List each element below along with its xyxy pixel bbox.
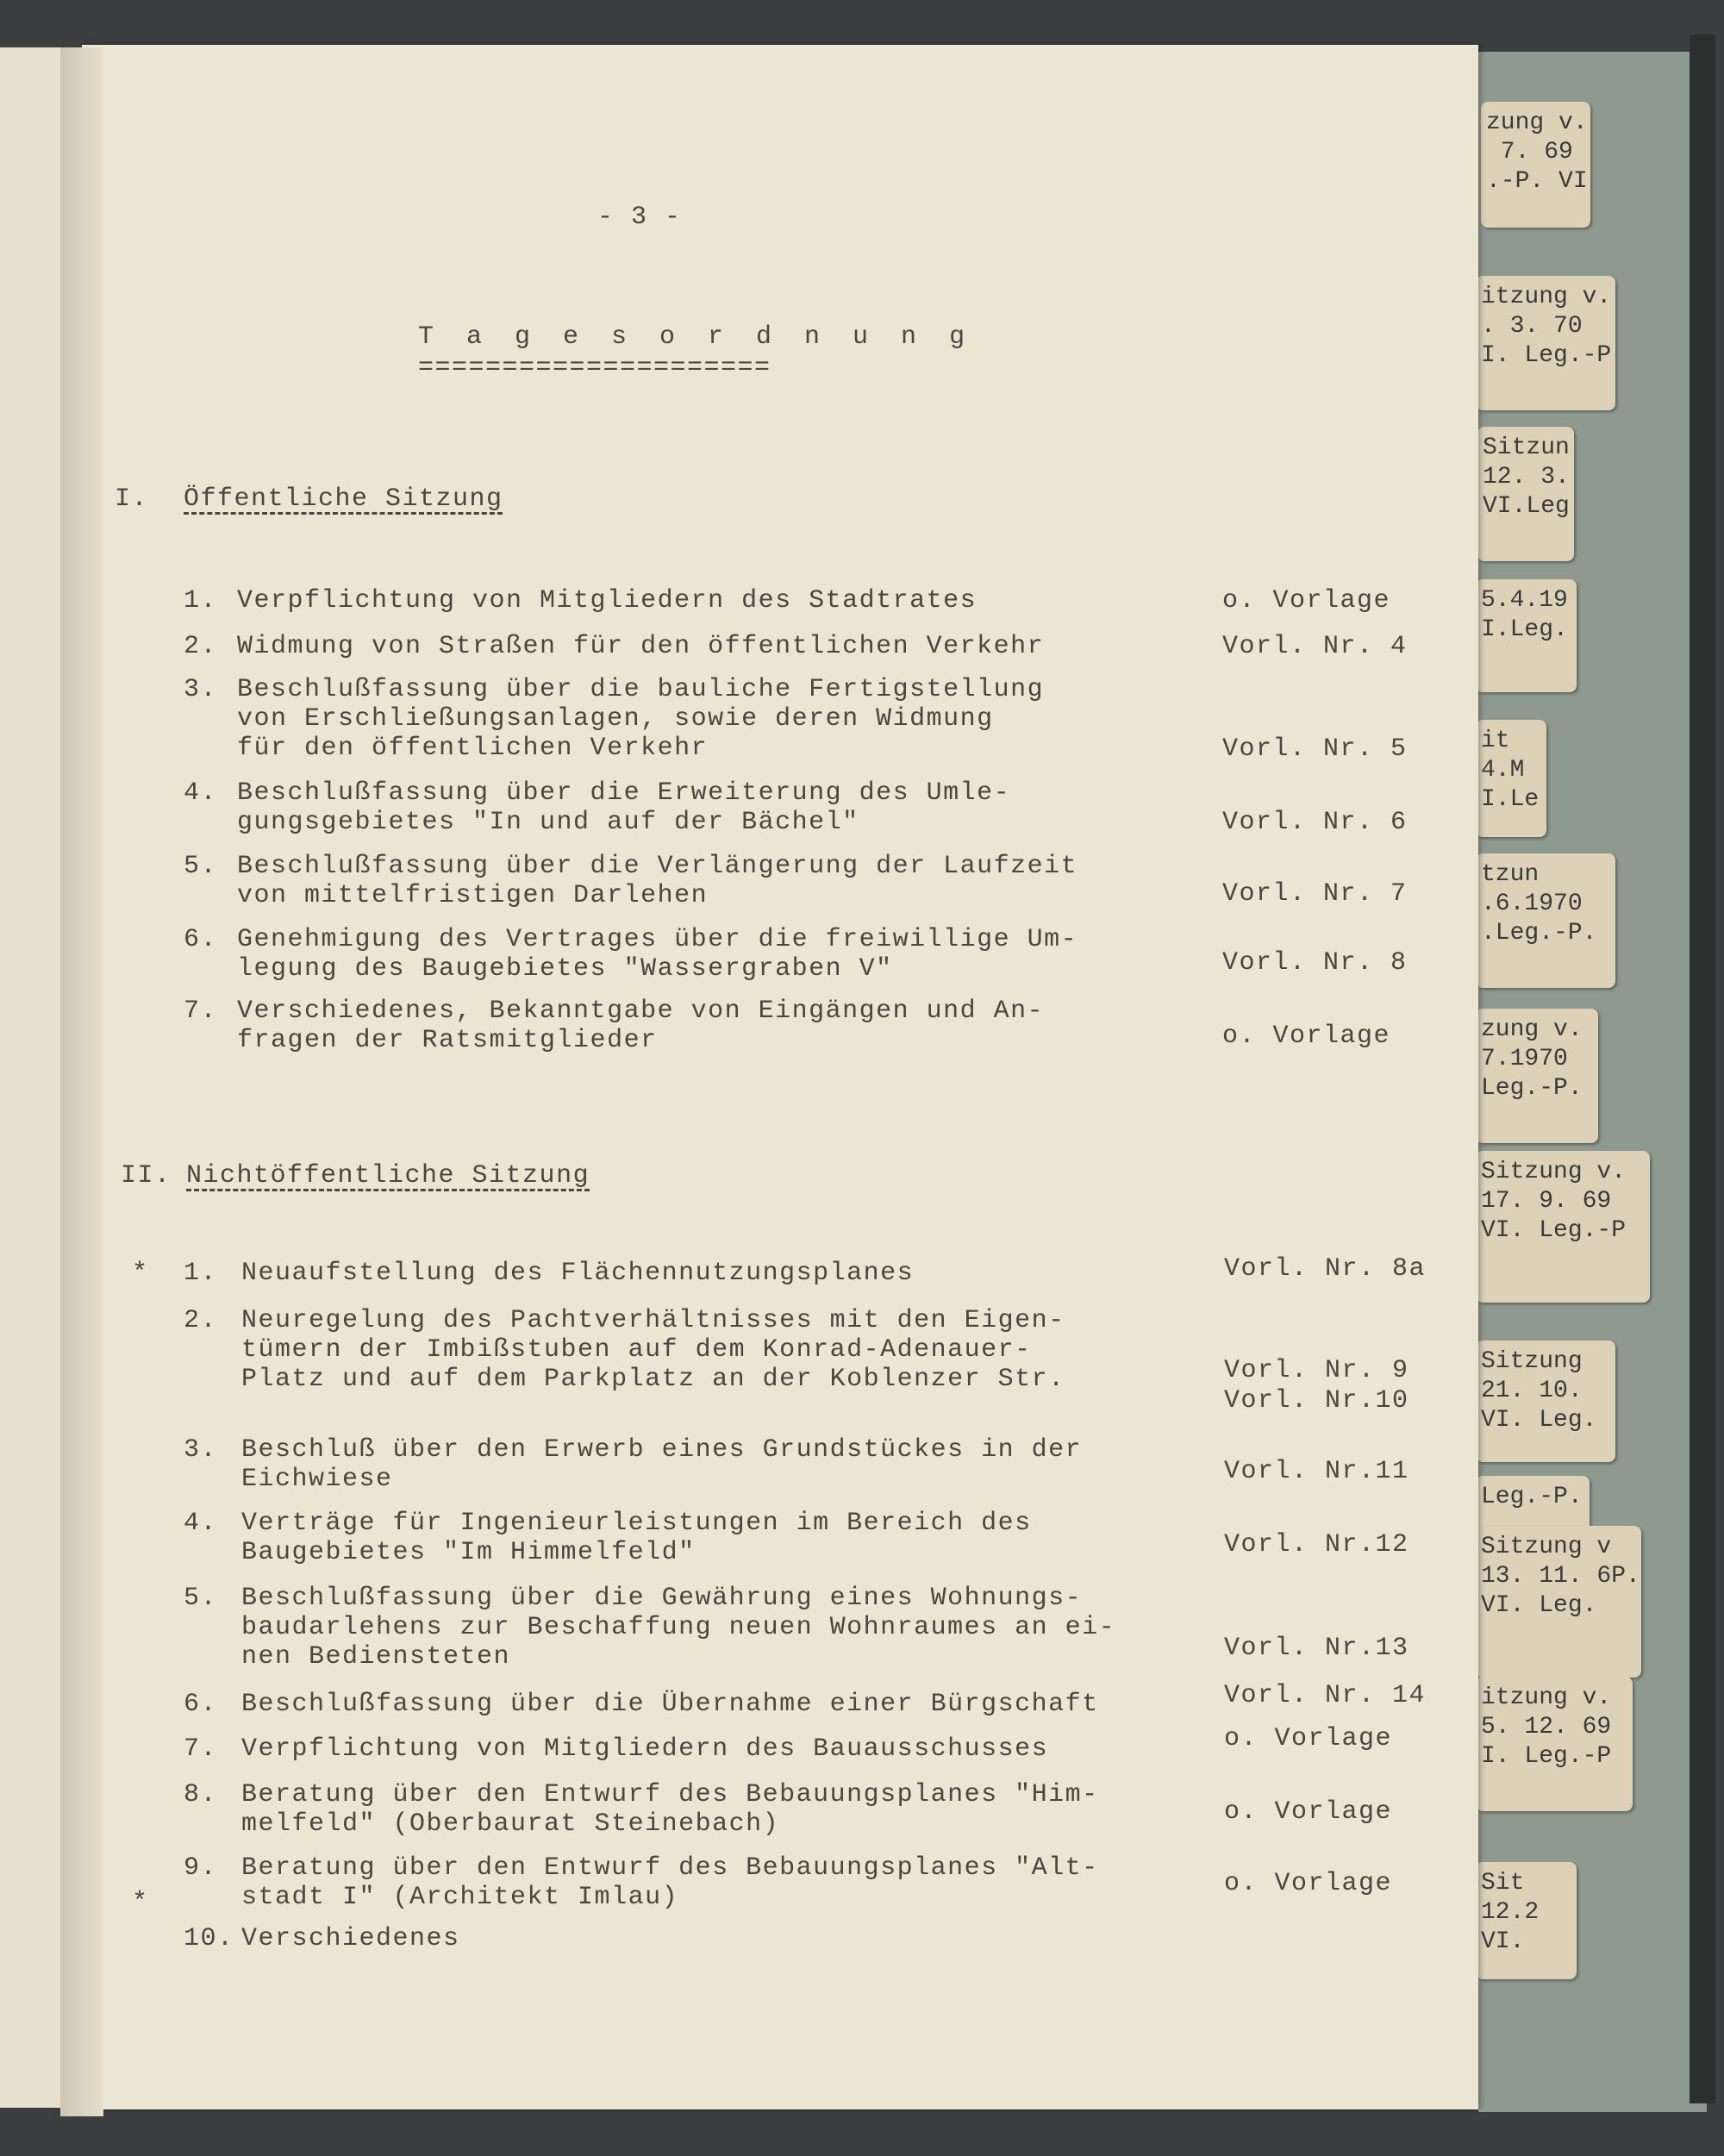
agenda-item-text: Platz und auf dem Parkplatz an der Koblenzer Str.: [241, 1365, 1065, 1394]
asterisk-mark: *: [132, 1259, 149, 1288]
agenda-item-reference: Vorl. Nr. 4: [1222, 632, 1408, 661]
agenda-item-reference: Vorl. Nr.11: [1224, 1457, 1409, 1486]
agenda-item-reference: Vorl. Nr. 8: [1222, 948, 1408, 978]
binder-spine: [1690, 34, 1715, 2103]
agenda-item-number: 4.: [184, 1509, 218, 1538]
agenda-item-text: Beschluß über den Erwerb eines Grundstückes in der: [241, 1435, 1083, 1465]
agenda-item-text: Verschiedenes, Bekanntgabe von Eingängen und An-: [237, 997, 1045, 1026]
agenda-item-text: melfeld" (Oberbaurat Steinebach): [241, 1809, 780, 1839]
agenda-item-reference: Vorl. Nr.13: [1224, 1634, 1409, 1663]
agenda-item-reference: Vorl. Nr.12: [1224, 1530, 1409, 1559]
agenda-item-text: nen Bediensteten: [241, 1642, 511, 1672]
agenda-item-number: 3.: [184, 675, 218, 704]
binder-tab-10: Leg.-P.: [1476, 1476, 1590, 1537]
agenda-item-number: 2.: [184, 632, 218, 661]
agenda-item-text: baudarlehens zur Beschaffung neuen Wohnraumes an ei-: [241, 1613, 1116, 1642]
agenda-item-text: fragen der Ratsmitglieder: [237, 1026, 658, 1055]
agenda-item-text: Widmung von Straßen für den öffentlichen Verkehr: [237, 632, 1045, 661]
agenda-item-reference: o. Vorlage: [1224, 1869, 1393, 1898]
section-2-numeral: II.: [121, 1161, 172, 1190]
agenda-item-text: stadt I" (Architekt Imlau): [241, 1883, 679, 1912]
agenda-item-reference: o. Vorlage: [1224, 1724, 1393, 1753]
agenda-item-reference: o. Vorlage: [1224, 1797, 1393, 1827]
agenda-item-text: Beschlußfassung über die Übernahme einer Bürgschaft: [241, 1690, 1099, 1719]
binder-tab-9: Sitzung 21. 10. VI. Leg.: [1476, 1340, 1615, 1462]
binder-tab-2: itzung v. . 3. 70 I. Leg.-P: [1476, 276, 1615, 410]
binder-tab-7: zung v. 7.1970 Leg.-P.: [1476, 1009, 1598, 1143]
agenda-item-reference: Vorl. Nr. 5: [1222, 734, 1408, 764]
agenda-item-number: 6.: [184, 925, 218, 954]
agenda-item-reference: o. Vorlage: [1222, 586, 1391, 616]
agenda-item-text: Verträge für Ingenieurleistungen im Bereich des: [241, 1509, 1032, 1538]
agenda-item-text: Beratung über den Entwurf des Bebauungsplanes "Him-: [241, 1780, 1099, 1809]
asterisk-mark: *: [132, 1888, 149, 1917]
agenda-item-number: 7.: [184, 997, 218, 1026]
agenda-item-text: Beschlußfassung über die Gewährung eines Wohnungs-: [241, 1584, 1083, 1613]
agenda-item-reference: Vorl. Nr. 7: [1222, 879, 1408, 909]
section-1-heading: Öffentliche Sitzung: [184, 484, 503, 514]
binder-tab-5: it 4.M I.Le: [1476, 720, 1546, 837]
agenda-item-reference: Vorl. Nr. 6: [1222, 808, 1408, 837]
binder-tab-8: Sitzung v. 17. 9. 69 VI. Leg.-P: [1476, 1151, 1650, 1303]
title-rule: =====================: [418, 353, 771, 383]
agenda-item-number: 9.: [184, 1853, 218, 1883]
binder-tab-11: Sitzung v 13. 11. 6P. VI. Leg.: [1476, 1526, 1641, 1678]
binder-tab-12: itzung v. 5. 12. 69 I. Leg.-P: [1476, 1677, 1633, 1811]
agenda-item-number: 4.: [184, 778, 218, 808]
page-number: - 3 -: [597, 203, 682, 232]
agenda-item-reference: Vorl. Nr.10: [1224, 1386, 1409, 1415]
agenda-item-text: gungsgebietes "In und auf der Bächel": [237, 808, 859, 837]
agenda-item-number: 6.: [184, 1690, 218, 1719]
agenda-item-number: 10.: [184, 1924, 234, 1953]
binder-tab-6: tzun .6.1970 .Leg.-P.: [1476, 853, 1615, 988]
binder-tab-13: Sit 12.2 VI.: [1476, 1862, 1577, 1979]
agenda-item-text: legung des Baugebietes "Wassergraben V": [237, 954, 893, 984]
agenda-item-text: Verpflichtung von Mitgliedern des Stadtrates: [237, 586, 978, 616]
agenda-item-text: tümern der Imbißstuben auf dem Konrad-Adenauer-: [241, 1335, 1032, 1365]
agenda-item-text: Neuaufstellung des Flächennutzungsplanes: [241, 1259, 915, 1288]
agenda-item-number: 5.: [184, 852, 218, 881]
agenda-item-reference: Vorl. Nr. 14: [1224, 1681, 1427, 1710]
agenda-item-number: 1.: [184, 1259, 218, 1288]
gutter-shadow: [60, 47, 103, 2116]
agenda-item-text: Verschiedenes: [241, 1924, 460, 1953]
agenda-item-number: 3.: [184, 1435, 218, 1465]
agenda-item-number: 2.: [184, 1306, 218, 1335]
agenda-title: T a g e s o r d n u n g: [418, 322, 974, 352]
agenda-item-reference: Vorl. Nr. 8a: [1224, 1254, 1427, 1284]
agenda-item-reference: o. Vorlage: [1222, 1022, 1391, 1051]
agenda-item-text: für den öffentlichen Verkehr: [237, 734, 709, 763]
agenda-item-text: Beschlußfassung über die Erweiterung des Umle-: [237, 778, 1011, 808]
binder-tab-4: 5.4.19 I.Leg.: [1476, 579, 1577, 692]
agenda-item-text: Neuregelung des Pachtverhältnisses mit den Eigen-: [241, 1306, 1065, 1335]
agenda-item-number: 5.: [184, 1584, 218, 1613]
agenda-item-text: von mittelfristigen Darlehen: [237, 881, 709, 910]
agenda-item-text: Verpflichtung von Mitgliedern des Bauausschusses: [241, 1734, 1049, 1764]
agenda-item-text: Beschlußfassung über die bauliche Fertigstellung: [237, 675, 1045, 704]
agenda-item-text: Beratung über den Entwurf des Bebauungsplanes "Alt-: [241, 1853, 1099, 1883]
agenda-item-text: Baugebietes "Im Himmelfeld": [241, 1538, 696, 1567]
agenda-item-text: Genehmigung des Vertrages über die freiwillige Um-: [237, 925, 1078, 954]
binder-tab-1: zung v. 7. 69 .-P. VI: [1481, 102, 1590, 228]
agenda-item-text: Eichwiese: [241, 1465, 393, 1494]
agenda-item-text: Beschlußfassung über die Verlängerung der Laufzeit: [237, 852, 1078, 881]
agenda-item-reference: Vorl. Nr. 9: [1224, 1356, 1409, 1385]
section-2-heading: Nichtöffentliche Sitzung: [186, 1161, 590, 1190]
left-page-edge: [0, 47, 69, 2108]
agenda-item-number: 8.: [184, 1780, 218, 1809]
binder-tab-3: Sitzun 12. 3. VI.Leg: [1477, 427, 1574, 561]
agenda-item-text: von Erschließungsanlagen, sowie deren Widmung: [237, 704, 994, 734]
agenda-item-number: 7.: [184, 1734, 218, 1764]
agenda-item-number: 1.: [184, 586, 218, 616]
section-1-numeral: I.: [115, 484, 149, 514]
